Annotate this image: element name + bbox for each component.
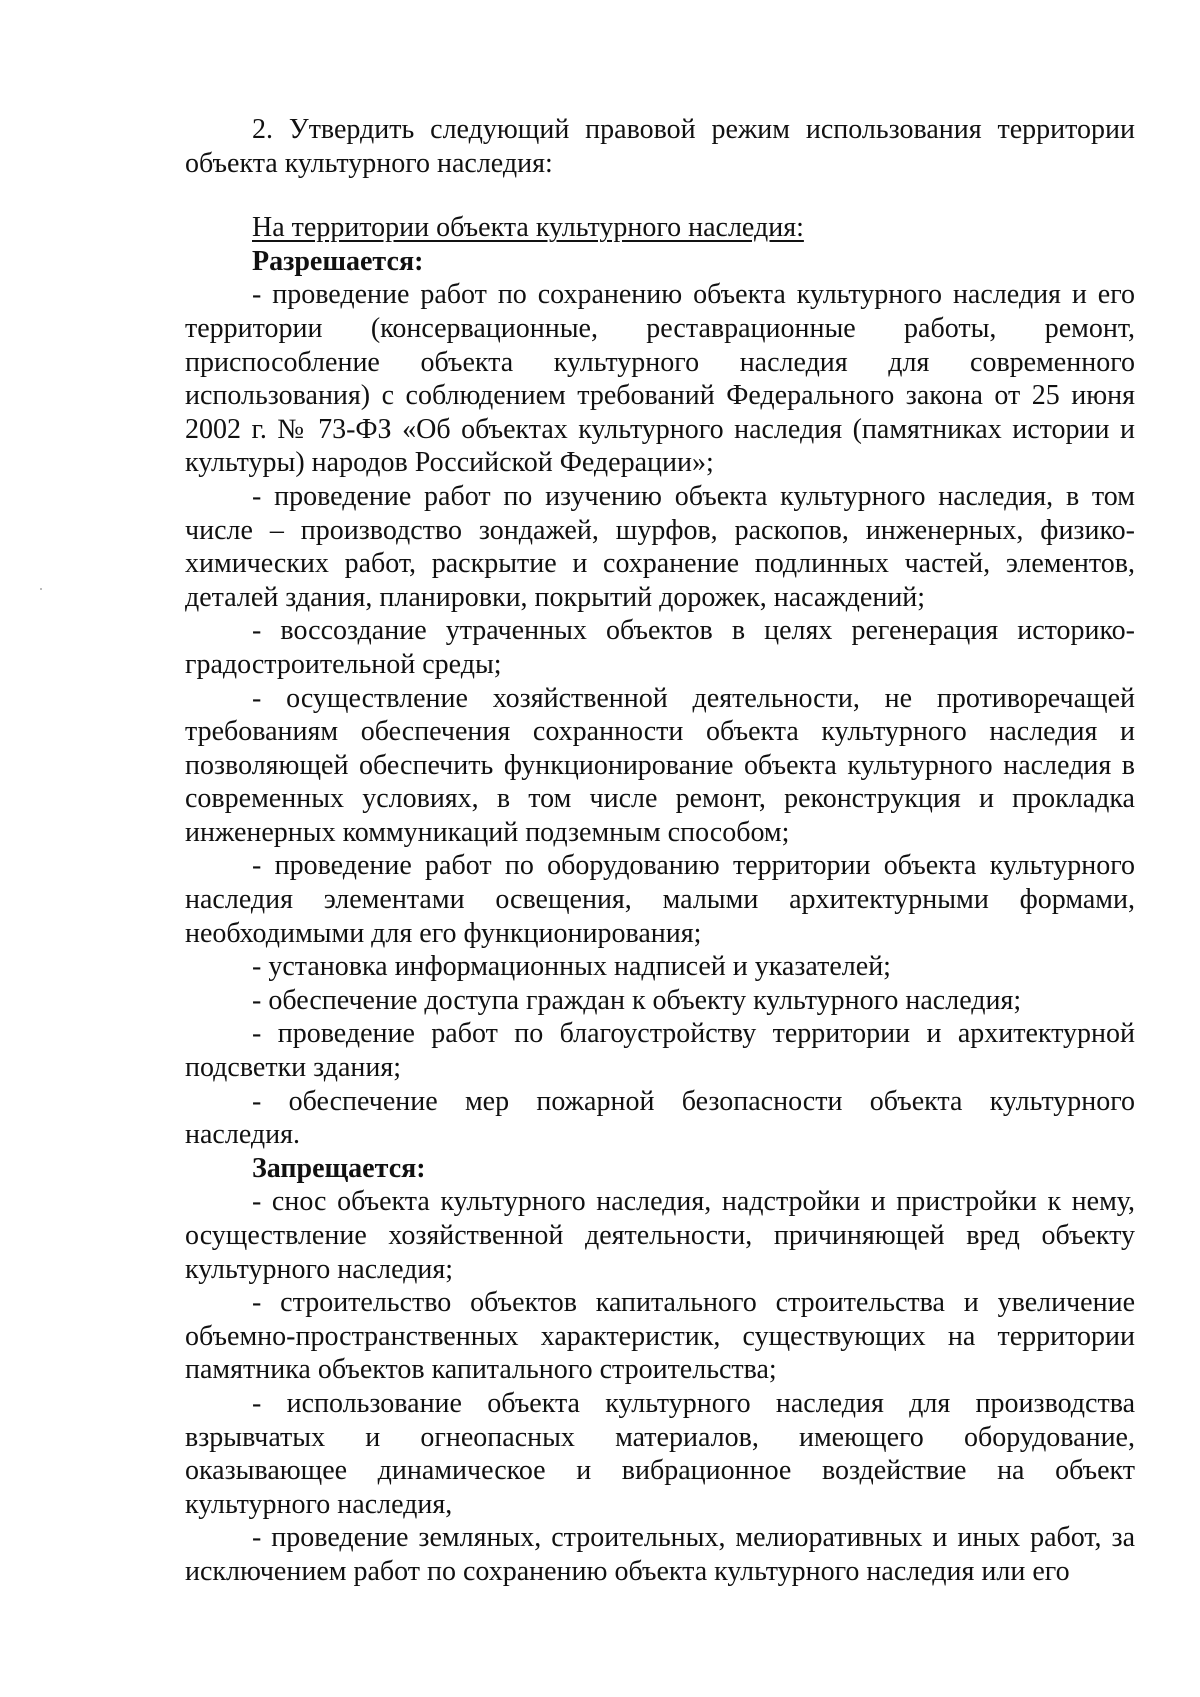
territory-heading: На территории объекта культурного наследия: xyxy=(252,212,804,244)
allowed-heading: Разрешается: xyxy=(252,245,424,277)
allowed-item: - проведение работ по благоустройству территории и архитектурной подсветки здания; xyxy=(185,1018,1135,1084)
prohibited-item: - проведение земляных, строительных, мелиоративных и иных работ, за исключением работ по сохранению объекта культурного наследия или его xyxy=(185,1522,1135,1587)
document-body xyxy=(185,113,1135,1589)
scan-speck xyxy=(40,588,42,590)
allowed-item: - воссоздание утраченных объектов в целях регенерация историко-градостроительной среды; xyxy=(185,615,1135,680)
allowed-item: - осуществление хозяйственной деятельности, не противоречащей требованиям обеспечения сохранности объекта культурного наследия и позволяющей обеспечить функционирование объекта культурного наследия в современных условиях, в том числе ремонт, реконструкция и прокладка инженерных коммуникаций подземным способом; xyxy=(185,682,1135,848)
intro-paragraph: 2. Утвердить следующий правовой режим использования территории объекта культурного наследия: xyxy=(185,114,1135,179)
allowed-item: - обеспечение мер пожарной безопасности объекта культурного наследия. xyxy=(185,1085,1135,1151)
prohibited-item: - снос объекта культурного наследия, надстройки и пристройки к нему, осуществление хозяйственной деятельности, причиняющей вред объекту культурного наследия; xyxy=(185,1186,1135,1285)
allowed-item: - проведение работ по изучению объекта культурного наследия, в том числе – производство зондажей, шурфов, раскопов, инженерных, физико-химических работ, раскрытие и сохранение подлинных частей, элементов, деталей здания, планировки, покрытий дорожек, насаждений; xyxy=(185,480,1135,613)
prohibited-item: - строительство объектов капитального строительства и увеличение объемно-пространственных характеристик, существующих на территории памятника объектов капитального строительства; xyxy=(185,1287,1135,1386)
allowed-item: - проведение работ по оборудованию территории объекта культурного наследия элементами освещения, малыми архитектурными формами, необходимыми для его функционирования; xyxy=(185,850,1135,949)
prohibited-heading: Запрещается: xyxy=(252,1152,426,1184)
allowed-item: - обеспечение доступа граждан к объекту культурного наследия; xyxy=(252,984,1022,1016)
prohibited-item: - использование объекта культурного наследия для производства взрывчатых и огнеопасных материалов, имеющего оборудование, оказывающее динамическое и вибрационное воздействие на объект культурного наследия, xyxy=(185,1387,1135,1520)
allowed-item: - установка информационных надписей и указателей; xyxy=(252,951,891,983)
allowed-item: - проведение работ по сохранению объекта культурного наследия и его территории (консервационные, реставрационные работы, ремонт, приспособление объекта культурного наследия для современного использования) с соблюдением требований Федерального закона от 25 июня 2002 г. № 73-ФЗ «Об объектах культурного наследия (памятниках истории и культуры) народов Российской Федерации»; xyxy=(185,279,1135,479)
